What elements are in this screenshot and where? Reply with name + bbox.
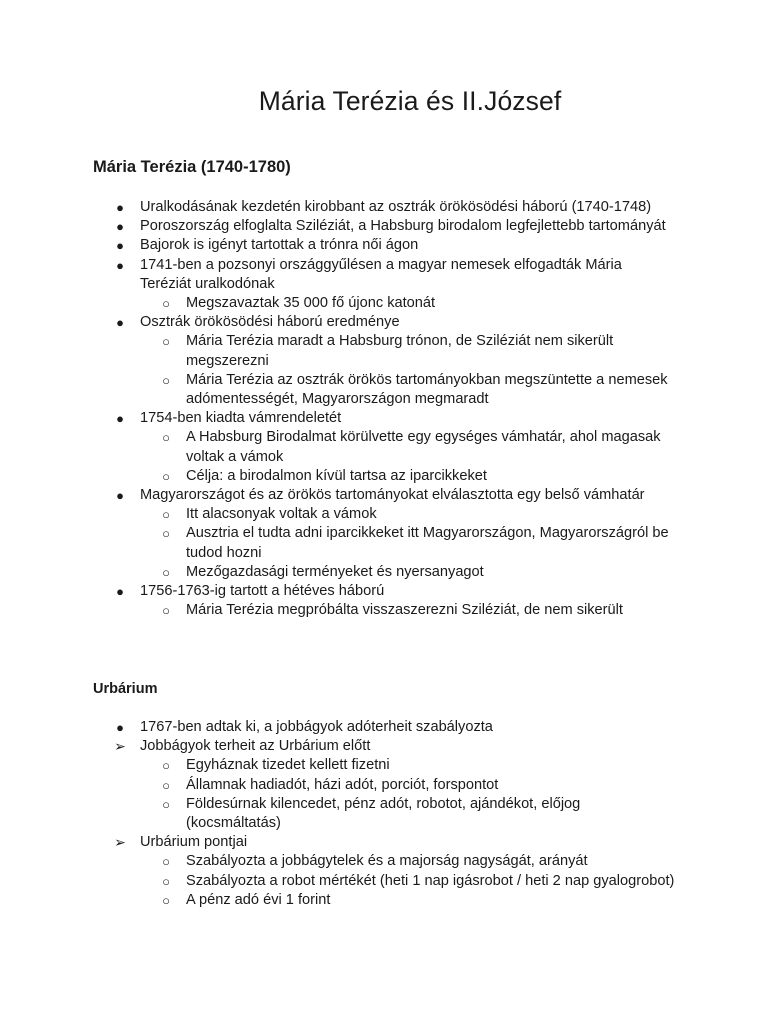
list-item-text: 1741-ben a pozsonyi országgyűlésen a magyar nemesek elfogadták Mária Teréziát uralkodónak (140, 256, 622, 292)
arrow-bullet-icon: ➢ (114, 834, 126, 851)
list-item-text: Urbárium pontjai (140, 834, 248, 851)
list-item (0, 601, 676, 620)
list-item-text: Egyháznak tizedet kellett fizetni (186, 757, 390, 774)
bullet-icon: ● (116, 219, 124, 235)
bullet-icon: ● (116, 315, 124, 331)
circle-bullet-icon: ○ (162, 296, 170, 312)
list-item-text: Mária Terézia megpróbálta visszaszerezni Sziléziát, de nem sikerült (186, 602, 623, 619)
list-item (0, 756, 676, 775)
list-item (0, 891, 676, 910)
list-item (0, 409, 676, 428)
circle-bullet-icon: ○ (162, 892, 170, 908)
circle-bullet-icon: ○ (162, 758, 170, 774)
list-item (0, 505, 676, 524)
bullet-icon: ● (116, 488, 124, 504)
list-item-text: Megszavaztak 35 000 fő újonc katonát (186, 295, 436, 312)
list-item-text: Mária Terézia az osztrák örökös tartományokban megszüntette a nemesek adómentességét, Magyarországon megmaradt (186, 371, 668, 408)
list-item (0, 776, 676, 795)
list-item-text: Uralkodásának kezdetén kirobbant az osztrák örökösödési háború (1740-1748) (140, 199, 652, 215)
bullet-icon: ● (116, 238, 124, 254)
list-item (0, 872, 676, 891)
list-item (0, 428, 676, 466)
list-item (0, 371, 676, 409)
bullet-icon: ● (116, 720, 124, 735)
list-item-text: Bajorok is igényt tartottak a trónra női ágon (140, 237, 419, 254)
circle-bullet-icon: ○ (162, 507, 170, 523)
list-item (0, 795, 676, 833)
list-item-text: 1756-1763-ig tartott a hétéves háború (140, 583, 385, 600)
list-item (0, 563, 676, 582)
arrow-bullet-icon: ➢ (114, 738, 126, 755)
bullet-icon: ● (116, 257, 124, 273)
list-item-text: Poroszország elfoglalta Sziléziát, a Habsburg birodalom legfejlettebb tartományát (140, 218, 666, 235)
circle-bullet-icon: ○ (162, 430, 170, 446)
list-item (0, 256, 676, 294)
circle-bullet-icon: ○ (162, 526, 170, 542)
bullet-list-maria-terezia (0, 198, 676, 620)
list-item-text: Osztrák örökösödési háború eredménye (140, 314, 400, 331)
list-item-text: 1767-ben adtak ki, a jobbágyok adóterheit szabályozta (140, 719, 493, 735)
circle-bullet-icon: ○ (162, 777, 170, 793)
list-item-text: Mezőgazdasági terményeket és nyersanyagot (186, 563, 484, 580)
list-item-text: Magyarországot és az örökös tartományokat elválasztotta egy belső vámhatár (140, 487, 645, 504)
circle-bullet-icon: ○ (162, 873, 170, 889)
list-item-text: Szabályozta a jobbágytelek és a majorság nagyságát, arányát (186, 853, 588, 870)
list-item-text: Földesúrnak kilencedet, pénz adót, robotot, ajándékot, előjog (kocsmáltatás) (186, 795, 581, 832)
bullet-icon: ● (116, 584, 124, 600)
list-item (0, 198, 676, 217)
list-item (0, 236, 676, 255)
list-item (0, 852, 676, 871)
list-item (0, 486, 676, 505)
list-item-text: Mária Terézia maradt a Habsburg trónon, de Sziléziát nem sikerült megszerezni (186, 333, 614, 369)
list-item (0, 217, 676, 236)
list-item-text: Itt alacsonyak voltak a vámok (186, 506, 377, 523)
list-item (0, 467, 676, 486)
bullet-icon: ● (116, 200, 124, 215)
list-item (0, 737, 676, 756)
list-item (0, 332, 676, 370)
bullet-icon: ● (116, 411, 124, 427)
list-item-text: Ausztria el tudta adni iparcikkeket itt Magyarországon, Magyarországról be tudod hozni (186, 525, 669, 561)
list-item-text: Szabályozta a robot mértékét (heti 1 nap igásrobot / heti 2 nap gyalogrobot) (186, 872, 675, 889)
list-item-text: Jobbágyok terheit az Urbárium előtt (140, 738, 371, 755)
list-item-text: Célja: a birodalmon kívül tartsa az iparcikkeket (186, 467, 487, 484)
circle-bullet-icon: ○ (162, 564, 170, 580)
circle-bullet-icon: ○ (162, 468, 170, 484)
bullet-list-urbarium (0, 718, 676, 910)
section-heading-urbarium: Urbárium (93, 681, 158, 697)
list-item (0, 718, 676, 737)
list-item (0, 582, 676, 601)
document-title: Mária Terézia és II.József (258, 86, 562, 116)
list-item (0, 294, 676, 313)
list-item-text: Államnak hadiadót, házi adót, porciót, forspontot (186, 776, 499, 793)
circle-bullet-icon: ○ (162, 854, 170, 870)
section-heading-maria-terezia: Mária Terézia (1740-1780) (93, 158, 291, 176)
circle-bullet-icon: ○ (162, 334, 170, 350)
list-item (0, 833, 676, 852)
circle-bullet-icon: ○ (162, 372, 170, 388)
list-item-text: A Habsburg Birodalmat körülvette egy egységes vámhatár, ahol magasak voltak a vámok (186, 429, 661, 465)
circle-bullet-icon: ○ (162, 603, 170, 619)
list-item-text: A pénz adó évi 1 forint (186, 891, 331, 908)
list-item (0, 524, 676, 562)
circle-bullet-icon: ○ (162, 796, 170, 812)
list-item-text: 1754-ben kiadta vámrendeletét (140, 410, 342, 427)
list-item (0, 313, 676, 332)
